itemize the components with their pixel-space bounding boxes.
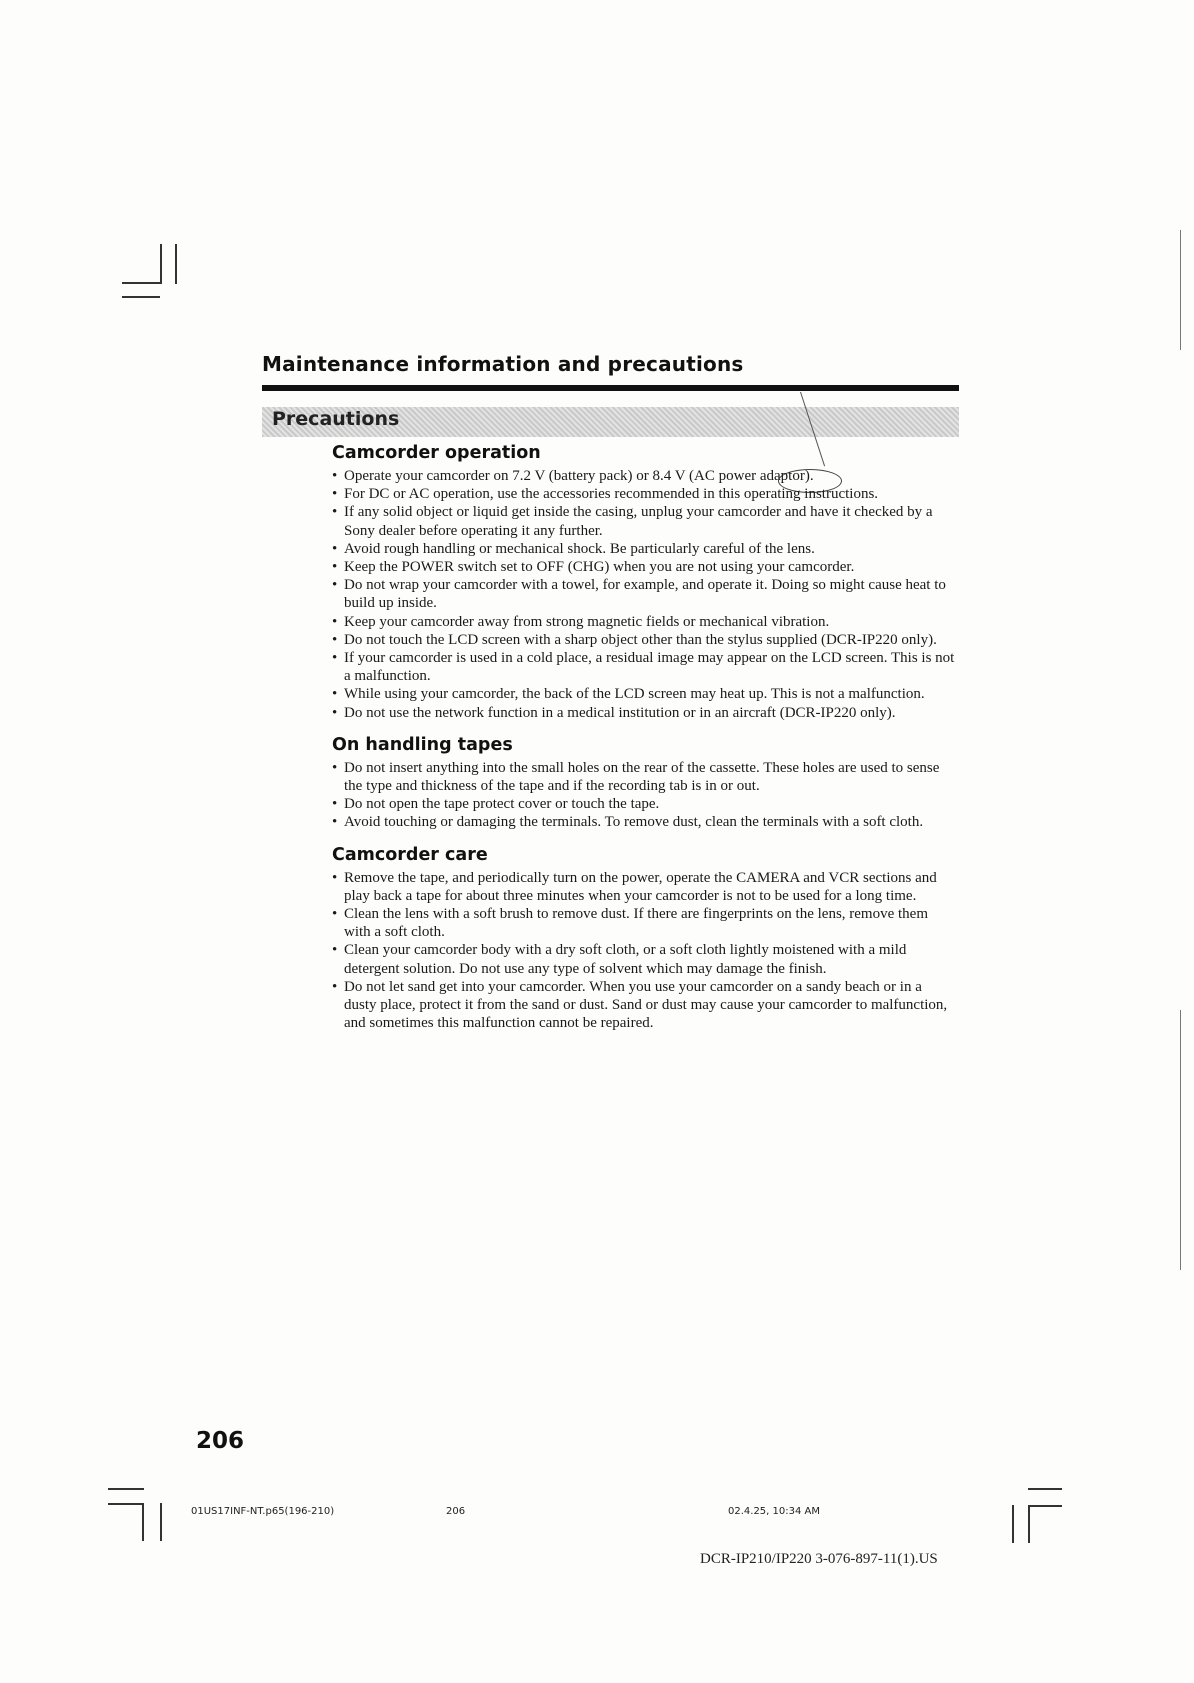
section-handling-tapes <box>332 734 957 832</box>
section-camcorder-care <box>332 844 957 1033</box>
list-item: • If your camcorder is used in a cold place, a residual image may appear on the LCD screen. This is not a malfunction. <box>332 649 957 685</box>
crop-mark <box>160 244 162 284</box>
list-item: • If any solid object or liquid get inside the casing, unplug your camcorder and have it checked by a Sony dealer before operating it any further. <box>332 503 957 539</box>
section-camcorder-operation <box>332 442 957 722</box>
section-heading: On handling tapes <box>332 734 513 755</box>
list-item: • Clean your camcorder body with a dry soft cloth, or a soft cloth lightly moistened with a mild detergent solution. Do not use any type of solvent which may damage the finish. <box>332 941 957 977</box>
crop-mark <box>175 244 177 284</box>
list-item: • Do not let sand get into your camcorder. When you use your camcorder on a sandy beach or in a dusty place, protect it from the sand or dust. Sand or dust may cause your camcorder to malfunction, and sometimes this malfunction cannot be repaired. <box>332 978 957 1033</box>
list-item: • Do not wrap your camcorder with a towel, for example, and operate it. Doing so might cause heat to build up inside. <box>332 576 957 612</box>
main-content <box>332 442 957 1044</box>
margin-rule <box>1180 1010 1181 1270</box>
page-number: 206 <box>196 1428 245 1454</box>
list-item: • Clean the lens with a soft brush to remove dust. If there are fingerprints on the lens, remove them with a soft cloth. <box>332 905 957 941</box>
list-item: • Keep your camcorder away from strong magnetic fields or mechanical vibration. <box>332 613 957 631</box>
list-item: • Keep the POWER switch set to OFF (CHG) when you are not using your camcorder. <box>332 558 957 576</box>
bullet-list <box>332 467 957 722</box>
list-item: • Do not use the network function in a medical institution or in an aircraft (DCR-IP220 only). <box>332 704 957 722</box>
crop-mark <box>122 282 160 284</box>
list-item: • For DC or AC operation, use the accessories recommended in this operating instructions. <box>332 485 957 503</box>
footer-timestamp: 02.4.25, 10:34 AM <box>728 1506 820 1517</box>
band-label: Precautions <box>272 408 400 430</box>
bullet-list <box>332 869 957 1033</box>
section-heading: Camcorder care <box>332 844 488 865</box>
list-item: • Do not touch the LCD screen with a sharp object other than the stylus supplied (DCR-IP220 only). <box>332 631 957 649</box>
section-heading: Camcorder operation <box>332 443 541 463</box>
list-item: • Remove the tape, and periodically turn on the power, operate the CAMERA and VCR sections and play back a tape for about three minutes when your camcorder is not to be used for a long time. <box>332 869 957 905</box>
crop-mark <box>108 1503 144 1505</box>
crop-mark <box>160 1503 162 1541</box>
list-item: • While using your camcorder, the back of the LCD screen may heat up. This is not a malfunction. <box>332 685 957 703</box>
crop-mark <box>122 296 160 298</box>
crop-mark <box>1012 1505 1014 1543</box>
precautions-band <box>262 407 959 437</box>
crop-mark <box>1028 1505 1030 1543</box>
list-item: • Do not open the tape protect cover or touch the tape. <box>332 795 957 813</box>
footer-model-code: DCR-IP210/IP220 3-076-897-11(1).US <box>700 1551 938 1567</box>
bullet-list <box>332 759 957 832</box>
crop-mark <box>1028 1505 1062 1507</box>
title-rule <box>262 385 959 391</box>
list-item: • Do not insert anything into the small holes on the rear of the cassette. These holes are used to sense the type and thickness of the tape and if the recording tab is in or out. <box>332 759 957 795</box>
footer-file-name: 01US17INF-NT.p65(196-210) <box>191 1506 335 1517</box>
margin-rule <box>1180 230 1181 350</box>
crop-mark <box>142 1503 144 1541</box>
footer-page: 206 <box>446 1506 466 1517</box>
section-title: Maintenance information and precautions <box>262 352 744 376</box>
crop-mark <box>108 1488 144 1490</box>
list-item: • Operate your camcorder on 7.2 V (battery pack) or 8.4 V (AC power adaptor). <box>332 467 957 485</box>
list-item: • Avoid rough handling or mechanical shock. Be particularly careful of the lens. <box>332 540 957 558</box>
crop-mark <box>1028 1488 1062 1490</box>
list-item: • Avoid touching or damaging the terminals. To remove dust, clean the terminals with a soft cloth. <box>332 813 957 831</box>
